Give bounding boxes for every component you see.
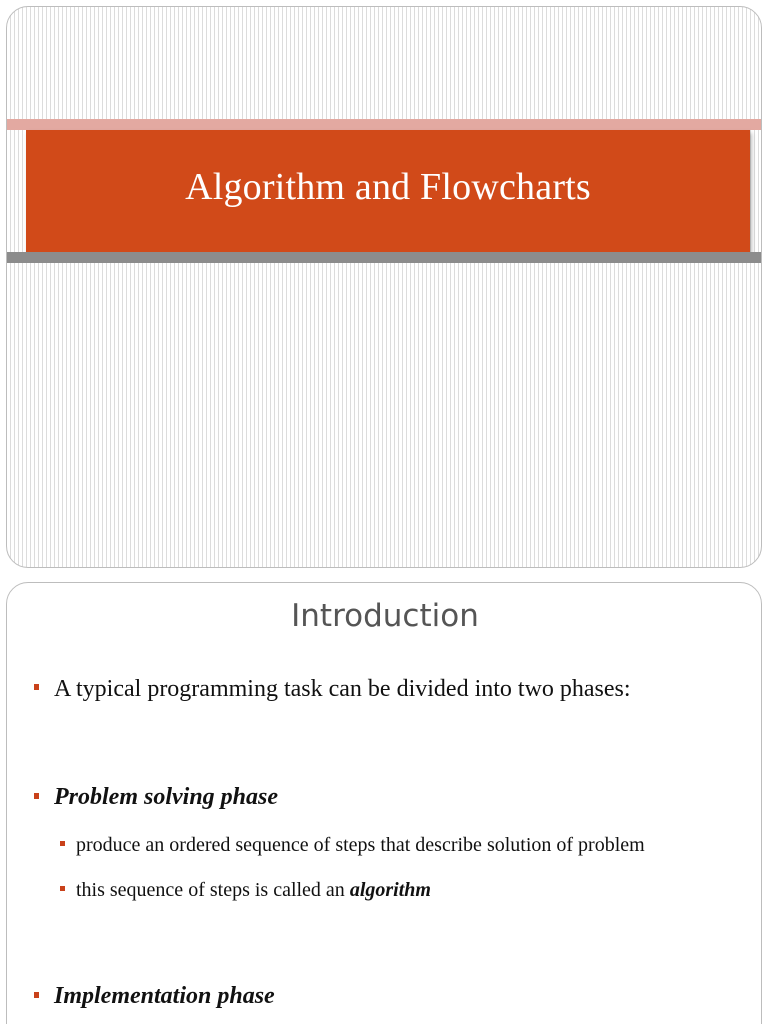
bullet-text: Problem solving phase [54,784,279,810]
sub-bullet-text: produce an ordered sequence of steps that describe solution of problem [76,834,645,856]
slide-heading: Introduction [291,598,479,634]
title-slide [6,6,762,568]
title-top-accent-bar [7,119,762,130]
title-bottom-accent-bar [7,252,762,263]
sub-bullet-item [76,834,645,857]
title-band [26,130,750,252]
bullet-item [54,676,631,703]
bullet-text: Implementation phase [54,983,275,1009]
sub-bullet-text: this sequence of steps is called an [76,879,350,901]
square-bullet-icon [34,793,39,799]
square-bullet-icon [60,841,65,846]
introduction-slide [6,582,762,1024]
bullet-item [54,784,278,811]
square-bullet-icon [60,886,65,891]
square-bullet-icon [34,992,39,998]
bullet-text: A typical programming task can be divided into two phases: [54,676,631,702]
sub-bullet-emphasis: algorithm [349,879,431,901]
square-bullet-icon [34,684,39,690]
bullet-item [54,983,275,1010]
slide-title: Algorithm and Flowcharts [185,166,591,208]
sub-bullet-item [76,879,431,902]
